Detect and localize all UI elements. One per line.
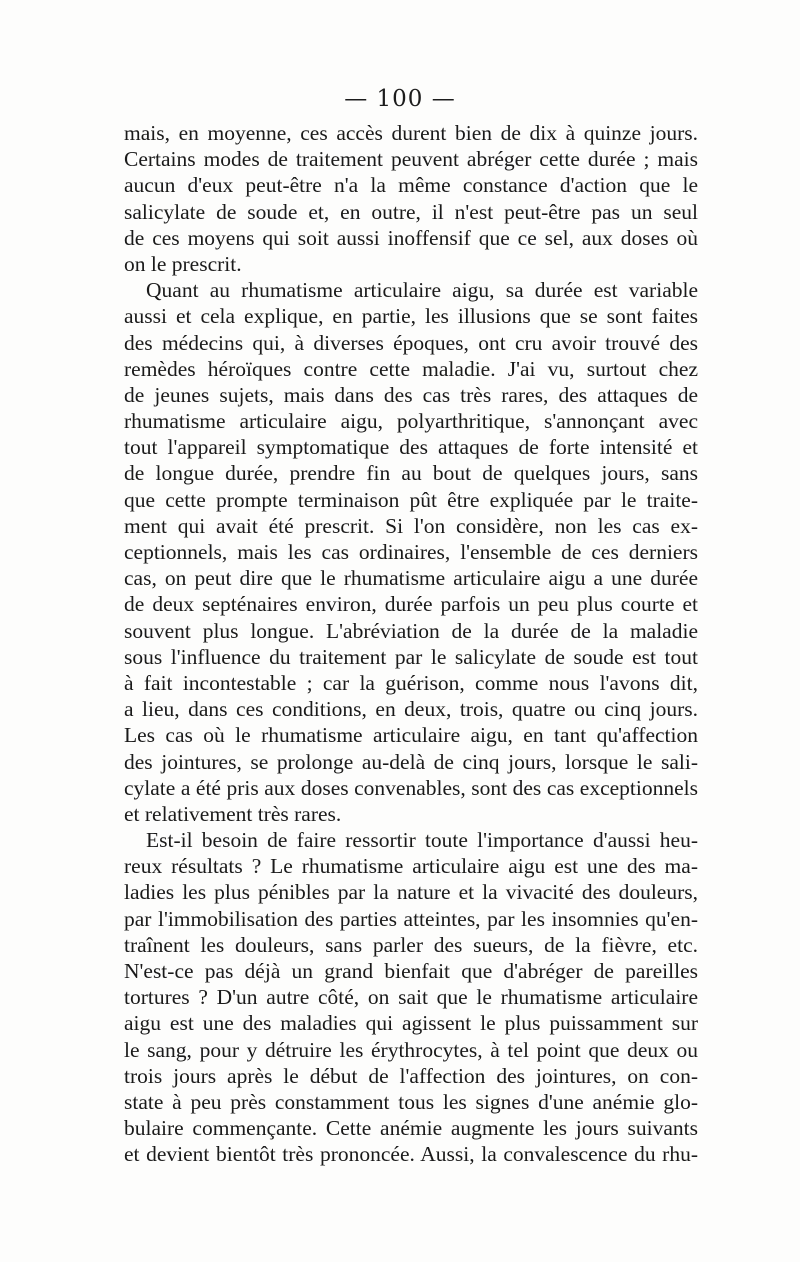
text-line: de ces moyens qui soit aussi inoffensif que ce sel, aux doses où bbox=[124, 225, 698, 250]
text-line: Certains modes de traitement peuvent abréger cette durée ; mais bbox=[124, 147, 698, 172]
text-line: salicylate de soude et, en outre, il n'est peut-être pas un seul bbox=[124, 199, 698, 224]
text-line: souvent plus longue. L'abréviation de la durée de la maladie bbox=[124, 618, 698, 643]
text-line: aigu est une des maladies qui agissent le plus puissamment sur bbox=[124, 1011, 698, 1036]
text-line: aussi et cela explique, en partie, les illusions que se sont faites bbox=[124, 304, 698, 329]
text-line: de deux septénaires environ, durée parfois un peu plus courte et bbox=[124, 592, 698, 617]
text-line: par l'immobilisation des parties atteintes, par les insomnies qu'en- bbox=[124, 906, 698, 931]
page-number: — 100 — bbox=[344, 86, 456, 112]
text-line: N'est-ce pas déjà un grand bienfait que d'abréger de pareilles bbox=[124, 959, 698, 983]
text-line: de longue durée, prendre fin au bout de quelques jours, sans bbox=[124, 461, 698, 486]
body-text bbox=[124, 120, 698, 1168]
text-line: a lieu, dans ces conditions, en deux, trois, quatre ou cinq jours. bbox=[124, 697, 698, 722]
text-line: le sang, pour y détruire les érythrocytes, à tel point que deux ou bbox=[124, 1037, 698, 1062]
text-line: trois jours après le début de l'affection des jointures, on con- bbox=[124, 1063, 698, 1088]
text-line: mais, en moyenne, ces accès durent bien de dix à quinze jours. bbox=[124, 121, 698, 145]
text-line: remèdes héroïques contre cette maladie. J'ai vu, surtout chez bbox=[124, 356, 698, 381]
text-line: Les cas où le rhumatisme articulaire aigu, en tant qu'affection bbox=[124, 723, 698, 748]
text-line: des médecins qui, à diverses époques, ont cru avoir trouvé des bbox=[124, 330, 698, 355]
text-line: sous l'influence du traitement par le salicylate de soude est tout bbox=[124, 644, 698, 669]
text-line: et relativement très rares. bbox=[124, 801, 342, 826]
text-line: ceptionnels, mais les cas ordinaires, l'ensemble de ces derniers bbox=[124, 540, 698, 564]
text-line: rhumatisme articulaire aigu, polyarthritique, s'annonçant avec bbox=[124, 409, 698, 434]
text-line: on le prescrit. bbox=[124, 251, 242, 276]
text-line: ladies les plus pénibles par la nature et la vivacité des douleurs, bbox=[124, 880, 698, 905]
text-line: que cette prompte terminaison pût être expliquée par le traite- bbox=[124, 487, 698, 512]
text-line: reux résultats ? Le rhumatisme articulaire aigu est une des ma- bbox=[124, 854, 698, 879]
text-line: à fait incontestable ; car la guérison, comme nous l'avons dit, bbox=[124, 670, 698, 695]
text-line: de jeunes sujets, mais dans des cas très rares, des attaques de bbox=[124, 382, 698, 407]
text-line: Quant au rhumatisme articulaire aigu, sa durée est variable bbox=[146, 278, 698, 303]
text-line: tout l'appareil symptomatique des attaques de forte intensité et bbox=[124, 435, 698, 460]
text-line: cas, on peut dire que le rhumatisme articulaire aigu a une durée bbox=[124, 566, 698, 591]
text-line: tortures ? D'un autre côté, on sait que le rhumatisme articulaire bbox=[124, 985, 698, 1010]
text-line: cylate a été pris aux doses convenables, sont des cas exceptionnels bbox=[124, 775, 698, 800]
text-line: Est-il besoin de faire ressortir toute l'importance d'aussi heu- bbox=[146, 828, 698, 853]
text-line: bulaire commençante. Cette anémie augmente les jours suivants bbox=[124, 1116, 698, 1141]
text-line: traînent les douleurs, sans parler des sueurs, de la fièvre, etc. bbox=[124, 932, 698, 957]
text-line: aucun d'eux peut-être n'a la même constance d'action que le bbox=[124, 173, 698, 198]
text-line: des jointures, se prolonge au-delà de cinq jours, lorsque le sali- bbox=[124, 749, 698, 774]
text-line: ment qui avait été prescrit. Si l'on considère, non les cas ex- bbox=[124, 513, 698, 538]
text-line: et devient bientôt très prononcée. Aussi, la convalescence du rhu- bbox=[124, 1142, 698, 1167]
text-line: state à peu près constamment tous les signes d'une anémie glo- bbox=[124, 1089, 698, 1114]
